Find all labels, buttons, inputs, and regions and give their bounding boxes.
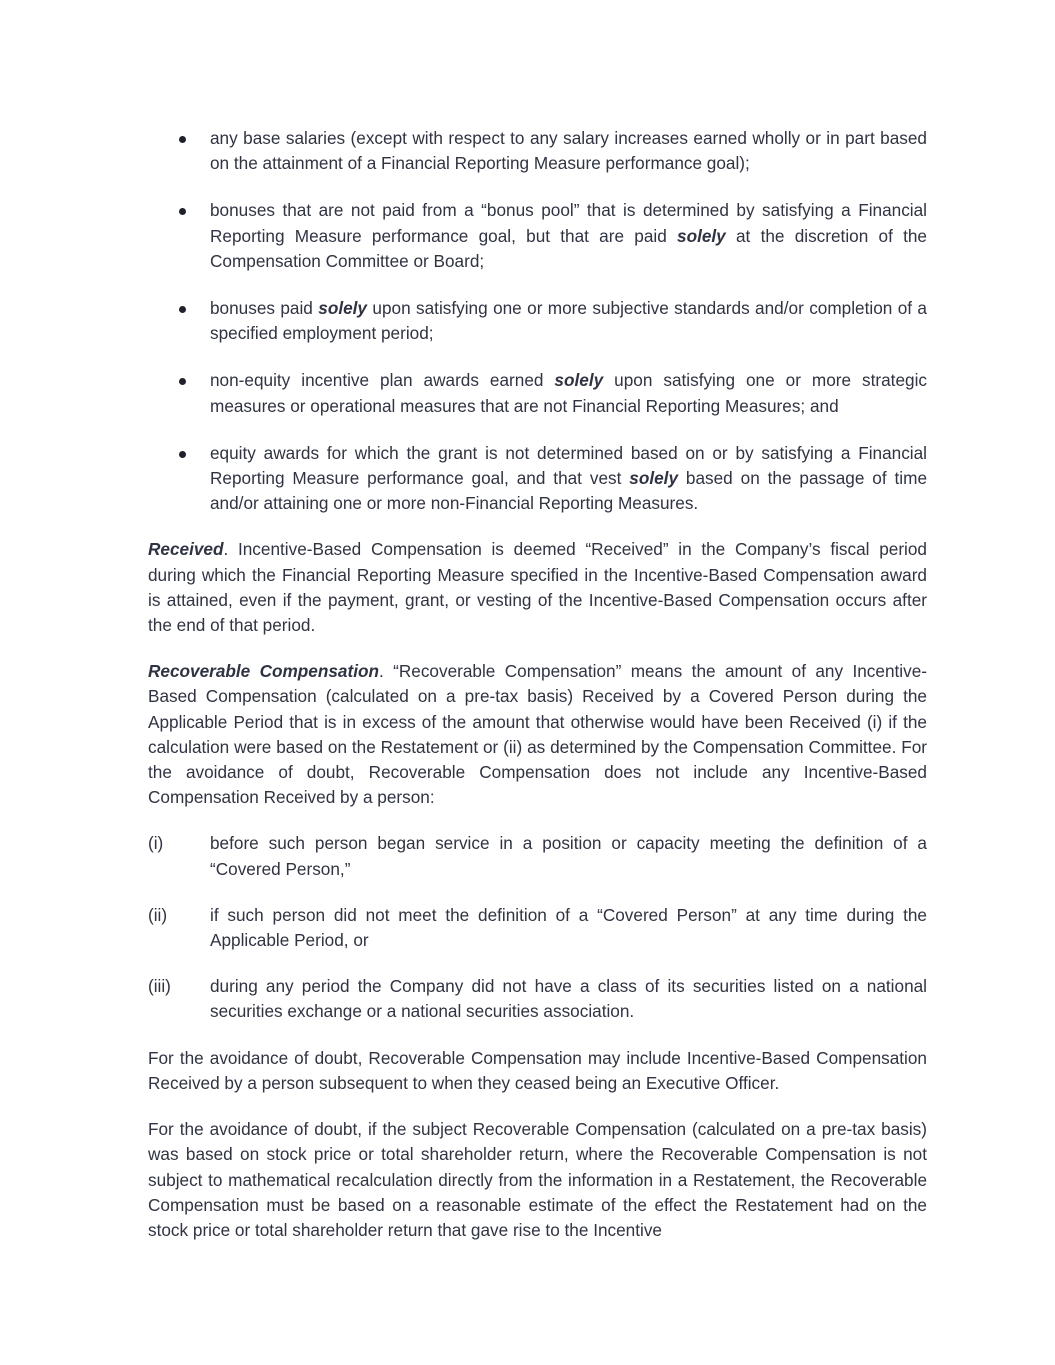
list-item (148, 974, 927, 1024)
list-item-text: upon satisfying one or more subjective standards and/or completion of a specified employment period; (210, 298, 927, 344)
list-item-text: before such person began service in a position or capacity meeting the definition of a “Covered Person,” (210, 833, 927, 879)
avoidance-paragraph: For the avoidance of doubt, Recoverable Compensation may include Incentive-Based Compensation Received by a person subsequent to when they ceased being an Executive Officer. (148, 1047, 927, 1093)
list-item (148, 831, 927, 881)
defined-term-received: Received (148, 539, 224, 560)
list-item-text: any base salaries (except with respect to any salary increases earned wholly or in part based on the attainment of a Financial Reporting Measure performance goal); (210, 128, 927, 174)
list-item-number: (i) (148, 833, 164, 854)
list-item-text: at the discretion of the Compensation Committee or Board; (210, 225, 927, 271)
document-page (148, 126, 927, 1243)
list-item-text: equity awards for which the grant is not determined based on or by satisfying a Financial Reporting Measure performance goal, and that vest (210, 442, 927, 489)
emphasis-solely: solely (554, 370, 604, 391)
list-item-text: upon satisfying one or more strategic measures or operational measures that are not Financial Reporting Measures; and (210, 370, 927, 416)
recoverable-compensation-definition (148, 659, 927, 810)
list-item (148, 903, 927, 953)
excluded-compensation-list (148, 126, 927, 516)
bullet-icon (179, 136, 186, 143)
list-item (148, 441, 927, 517)
exclusion-list (148, 831, 927, 1024)
list-item-number: (iii) (148, 976, 171, 997)
definition-text: . “Recoverable Compensation” means the amount of any Incentive-Based Compensation (calculated on a pre-tax basis) Received by a Covered Person during the Applicable Period that is in excess of the amount that otherwise would have been Received (i) if the calculation were based on the Restatement or (ii) as determined by the Compensation Committee. For the avoidance of doubt, Recoverable Compensation does not include any Incentive-Based Compensation Received by a person: (148, 661, 927, 808)
list-item-text: non-equity incentive plan awards earned (210, 370, 555, 391)
bullet-icon (179, 208, 186, 215)
list-item (148, 198, 927, 274)
list-item-text: bonuses that are not paid from a “bonus pool” that is determined by satisfying a Financial Reporting Measure performance goal, but that are paid (210, 200, 927, 246)
list-item (148, 368, 927, 418)
bullet-icon (179, 378, 186, 385)
bullet-icon (179, 306, 186, 313)
defined-term-recoverable-compensation: Recoverable Compensation (148, 661, 379, 682)
list-item-text: based on the passage of time and/or attaining one or more non-Financial Reporting Measures. (210, 468, 927, 514)
list-item (148, 126, 927, 176)
emphasis-solely: solely (318, 298, 367, 319)
list-item (148, 296, 927, 346)
received-definition (148, 537, 927, 638)
definition-text: . Incentive-Based Compensation is deemed “Received” in the Company’s fiscal period during which the Financial Reporting Measure specified in the Incentive-Based Compensation award is attained, even if the payment, grant, or vesting of the Incentive-Based Compensation occurs after the end of that period. (148, 539, 927, 636)
avoidance-paragraph-stock-price: For the avoidance of doubt, if the subject Recoverable Compensation (calculated on a pre-tax basis) was based on stock price or total shareholder return, where the Recoverable Compensation is not subject to mathematical recalculation directly from the information in a Restatement, the Recoverable Compensation must be based on a reasonable estimate of the effect the Restatement had on the stock price or total shareholder return that gave rise to the Incentive (148, 1119, 927, 1240)
list-item-text: if such person did not meet the definition of a “Covered Person” at any time during the Applicable Period, or (210, 904, 927, 951)
list-item-text: during any period the Company did not have a class of its securities listed on a national securities exchange or a national securities association. (210, 976, 927, 1022)
emphasis-solely: solely (677, 225, 726, 246)
bullet-icon (179, 451, 186, 458)
emphasis-solely: solely (629, 468, 679, 489)
list-item-number: (ii) (148, 904, 168, 925)
list-item-text: bonuses paid (210, 298, 319, 319)
